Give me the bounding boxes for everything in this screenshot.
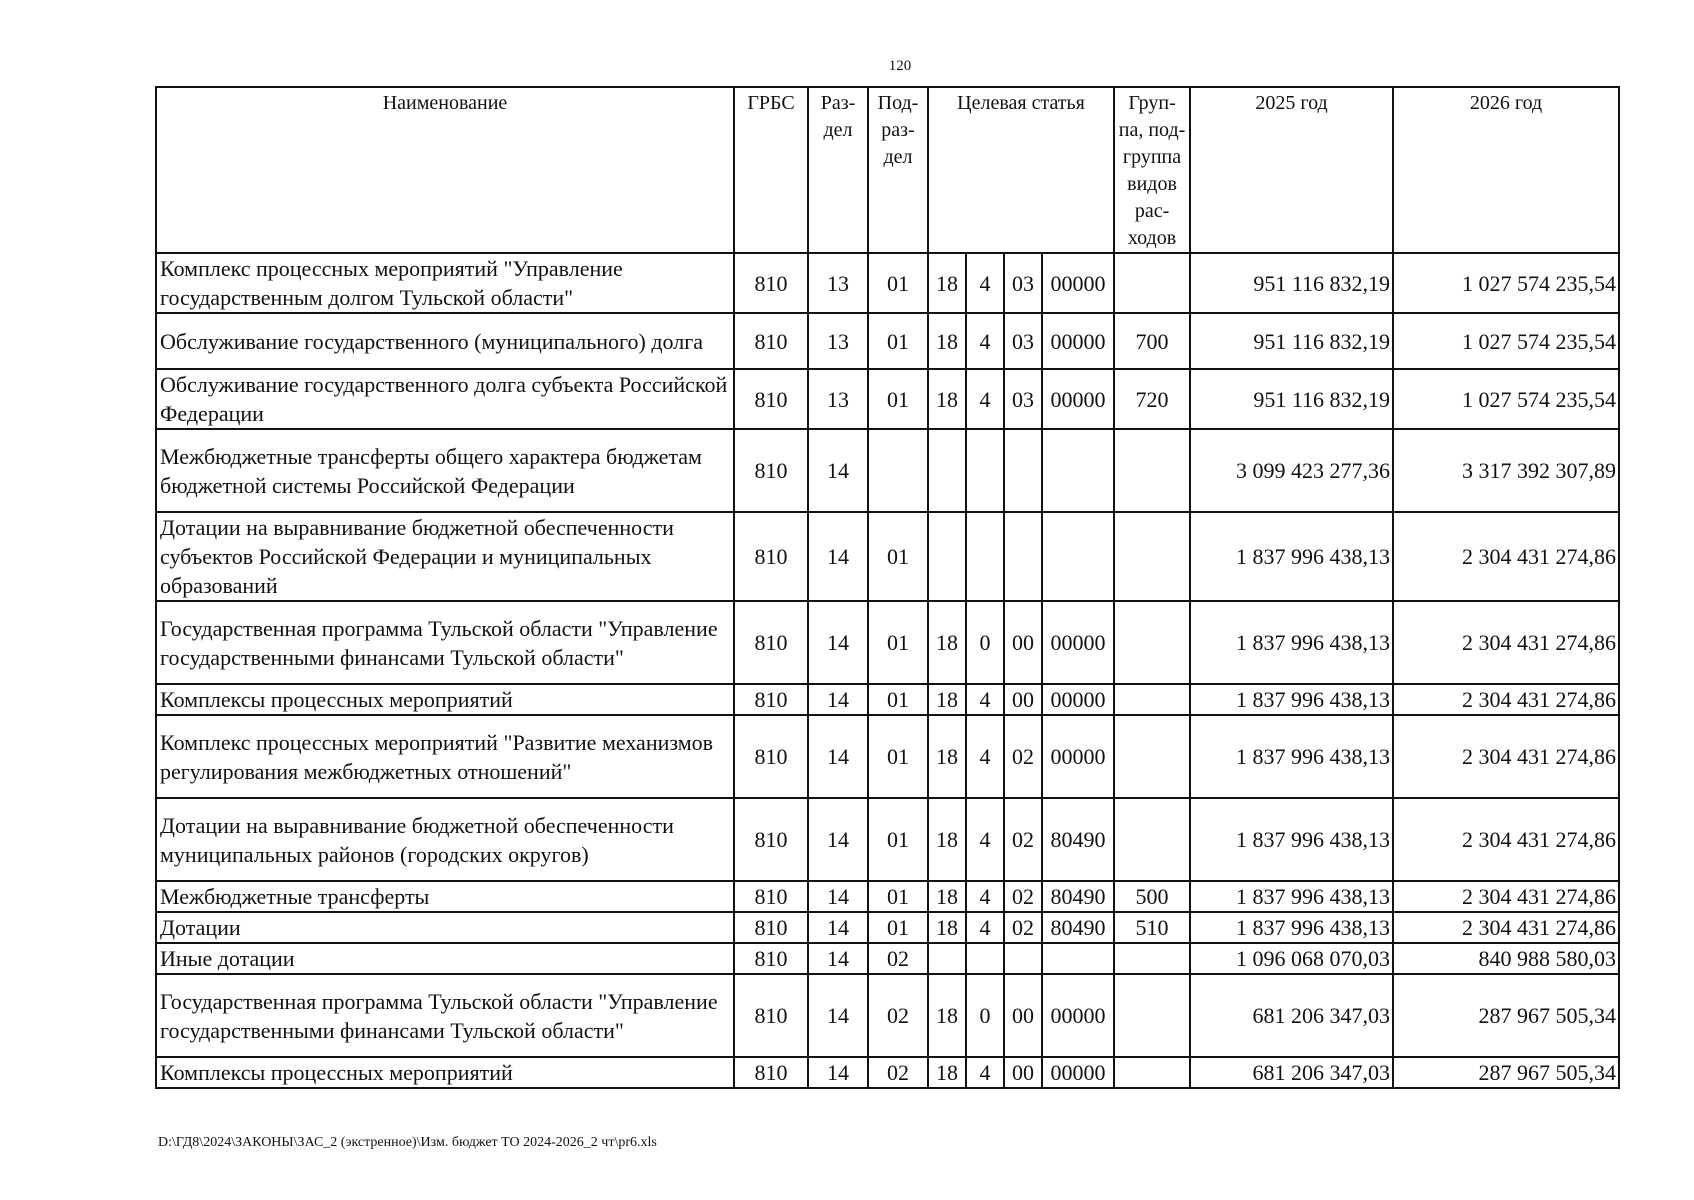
row-grbs-cell: 810 bbox=[734, 512, 808, 601]
row-target-program-cell: 18 bbox=[928, 881, 966, 912]
table-row bbox=[156, 313, 1619, 369]
row-podrazdel-cell: 01 bbox=[868, 684, 928, 715]
row-target-event-cell: 03 bbox=[1004, 253, 1042, 313]
row-expense-type-cell bbox=[1114, 974, 1190, 1057]
row-2026-amount-cell: 2 304 431 274,86 bbox=[1393, 512, 1619, 601]
table-row bbox=[156, 512, 1619, 601]
row-podrazdel-cell: 01 bbox=[868, 881, 928, 912]
row-name-cell: Дотации на выравнивание бюджетной обеспеченности субъектов Российской Федерации и муниципальных образований bbox=[156, 512, 734, 601]
table-row bbox=[156, 912, 1619, 943]
row-name-cell: Комплексы процессных мероприятий bbox=[156, 1057, 734, 1088]
table-row bbox=[156, 429, 1619, 512]
row-target-program-cell: 18 bbox=[928, 684, 966, 715]
row-razdel-cell: 14 bbox=[808, 798, 868, 881]
row-target-event-cell: 02 bbox=[1004, 798, 1042, 881]
row-2026-amount-cell: 840 988 580,03 bbox=[1393, 943, 1619, 974]
row-expense-type-cell bbox=[1114, 798, 1190, 881]
row-target-program-cell: 18 bbox=[928, 601, 966, 684]
row-target-event-cell: 02 bbox=[1004, 912, 1042, 943]
row-razdel-cell: 14 bbox=[808, 881, 868, 912]
row-expense-type-cell: 720 bbox=[1114, 369, 1190, 429]
row-2025-amount-cell: 951 116 832,19 bbox=[1190, 369, 1393, 429]
row-target-subprogram-cell: 4 bbox=[966, 1057, 1004, 1088]
row-2025-amount-cell: 1 096 068 070,03 bbox=[1190, 943, 1393, 974]
row-name-cell: Комплексы процессных мероприятий bbox=[156, 684, 734, 715]
row-target-program-cell: 18 bbox=[928, 974, 966, 1057]
row-grbs-cell: 810 bbox=[734, 253, 808, 313]
row-target-direction-cell bbox=[1042, 429, 1114, 512]
table-row bbox=[156, 684, 1619, 715]
row-target-subprogram-cell bbox=[966, 943, 1004, 974]
row-target-subprogram-cell: 4 bbox=[966, 684, 1004, 715]
page-number: 120 bbox=[888, 58, 912, 74]
row-grbs-cell: 810 bbox=[734, 429, 808, 512]
row-razdel-cell: 14 bbox=[808, 943, 868, 974]
row-podrazdel-cell bbox=[868, 429, 928, 512]
row-target-subprogram-cell: 4 bbox=[966, 912, 1004, 943]
row-target-direction-cell: 00000 bbox=[1042, 253, 1114, 313]
row-target-event-cell: 00 bbox=[1004, 601, 1042, 684]
row-expense-type-cell bbox=[1114, 429, 1190, 512]
row-name-cell: Межбюджетные трансферты общего характера бюджетам бюджетной системы Российской Федерации bbox=[156, 429, 734, 512]
row-expense-type-cell bbox=[1114, 715, 1190, 798]
row-target-event-cell: 03 bbox=[1004, 369, 1042, 429]
row-2026-amount-cell: 1 027 574 235,54 bbox=[1393, 369, 1619, 429]
row-razdel-cell: 14 bbox=[808, 715, 868, 798]
row-podrazdel-cell: 01 bbox=[868, 369, 928, 429]
row-target-program-cell: 18 bbox=[928, 912, 966, 943]
row-2025-amount-cell: 1 837 996 438,13 bbox=[1190, 715, 1393, 798]
table-row bbox=[156, 881, 1619, 912]
row-target-event-cell: 02 bbox=[1004, 715, 1042, 798]
row-target-program-cell: 18 bbox=[928, 1057, 966, 1088]
row-podrazdel-cell: 01 bbox=[868, 912, 928, 943]
row-target-subprogram-cell: 4 bbox=[966, 798, 1004, 881]
row-target-event-cell: 03 bbox=[1004, 313, 1042, 369]
header-2025: 2025 год bbox=[1190, 87, 1393, 253]
row-target-program-cell: 18 bbox=[928, 253, 966, 313]
row-expense-type-cell bbox=[1114, 253, 1190, 313]
file-path-footer: D:\ГД8\2024\ЗАКОНЫ\ЗАС_2 (экстренное)\Изм. бюджет ТО 2024-2026_2 чт\pr6.xls bbox=[158, 1135, 657, 1150]
row-name-cell: Комплекс процессных мероприятий "Управление государственным долгом Тульской области" bbox=[156, 253, 734, 313]
row-name-cell: Иные дотации bbox=[156, 943, 734, 974]
row-2025-amount-cell: 681 206 347,03 bbox=[1190, 974, 1393, 1057]
row-target-program-cell: 18 bbox=[928, 715, 966, 798]
row-2025-amount-cell: 3 099 423 277,36 bbox=[1190, 429, 1393, 512]
table-row bbox=[156, 943, 1619, 974]
row-target-subprogram-cell: 0 bbox=[966, 601, 1004, 684]
row-razdel-cell: 14 bbox=[808, 1057, 868, 1088]
row-grbs-cell: 810 bbox=[734, 715, 808, 798]
row-2025-amount-cell: 1 837 996 438,13 bbox=[1190, 912, 1393, 943]
header-razdel: Раз- дел bbox=[808, 87, 868, 253]
row-name-cell: Государственная программа Тульской области "Управление государственными финансами Тульской области" bbox=[156, 601, 734, 684]
row-2025-amount-cell: 1 837 996 438,13 bbox=[1190, 798, 1393, 881]
table-row bbox=[156, 974, 1619, 1057]
row-name-cell: Комплекс процессных мероприятий "Развитие механизмов регулирования межбюджетных отношений" bbox=[156, 715, 734, 798]
table-row bbox=[156, 715, 1619, 798]
row-2026-amount-cell: 2 304 431 274,86 bbox=[1393, 798, 1619, 881]
row-grbs-cell: 810 bbox=[734, 684, 808, 715]
header-grbs: ГРБС bbox=[734, 87, 808, 253]
row-2025-amount-cell: 1 837 996 438,13 bbox=[1190, 512, 1393, 601]
row-target-program-cell bbox=[928, 512, 966, 601]
row-razdel-cell: 14 bbox=[808, 684, 868, 715]
row-podrazdel-cell: 01 bbox=[868, 313, 928, 369]
row-target-subprogram-cell bbox=[966, 429, 1004, 512]
header-target: Целевая статья bbox=[928, 87, 1114, 253]
table-body bbox=[156, 253, 1619, 1088]
header-2026: 2026 год bbox=[1393, 87, 1619, 253]
row-name-cell: Межбюджетные трансферты bbox=[156, 881, 734, 912]
row-grbs-cell: 810 bbox=[734, 369, 808, 429]
row-target-event-cell bbox=[1004, 943, 1042, 974]
row-target-subprogram-cell: 4 bbox=[966, 253, 1004, 313]
row-target-program-cell: 18 bbox=[928, 798, 966, 881]
row-grbs-cell: 810 bbox=[734, 1057, 808, 1088]
row-target-direction-cell: 80490 bbox=[1042, 912, 1114, 943]
row-target-direction-cell: 00000 bbox=[1042, 313, 1114, 369]
row-razdel-cell: 14 bbox=[808, 601, 868, 684]
table-row bbox=[156, 601, 1619, 684]
row-target-event-cell: 00 bbox=[1004, 974, 1042, 1057]
row-target-direction-cell: 00000 bbox=[1042, 974, 1114, 1057]
row-target-subprogram-cell: 4 bbox=[966, 715, 1004, 798]
row-expense-type-cell bbox=[1114, 943, 1190, 974]
row-podrazdel-cell: 02 bbox=[868, 974, 928, 1057]
row-grbs-cell: 810 bbox=[734, 798, 808, 881]
row-2026-amount-cell: 2 304 431 274,86 bbox=[1393, 715, 1619, 798]
row-expense-type-cell: 500 bbox=[1114, 881, 1190, 912]
row-expense-type-cell bbox=[1114, 512, 1190, 601]
row-target-program-cell bbox=[928, 429, 966, 512]
row-target-event-cell bbox=[1004, 512, 1042, 601]
row-target-direction-cell: 00000 bbox=[1042, 715, 1114, 798]
row-razdel-cell: 14 bbox=[808, 429, 868, 512]
row-podrazdel-cell: 01 bbox=[868, 253, 928, 313]
header-group: Груп- па, под- группа видов рас- ходов bbox=[1114, 87, 1190, 253]
table-row bbox=[156, 1057, 1619, 1088]
row-podrazdel-cell: 01 bbox=[868, 512, 928, 601]
row-target-direction-cell: 80490 bbox=[1042, 798, 1114, 881]
row-target-event-cell: 00 bbox=[1004, 684, 1042, 715]
row-2026-amount-cell: 1 027 574 235,54 bbox=[1393, 253, 1619, 313]
row-podrazdel-cell: 02 bbox=[868, 943, 928, 974]
row-target-direction-cell: 00000 bbox=[1042, 1057, 1114, 1088]
row-target-subprogram-cell bbox=[966, 512, 1004, 601]
row-name-cell: Дотации bbox=[156, 912, 734, 943]
row-target-program-cell bbox=[928, 943, 966, 974]
row-grbs-cell: 810 bbox=[734, 313, 808, 369]
row-podrazdel-cell: 01 bbox=[868, 798, 928, 881]
row-2026-amount-cell: 287 967 505,34 bbox=[1393, 974, 1619, 1057]
row-razdel-cell: 13 bbox=[808, 253, 868, 313]
row-grbs-cell: 810 bbox=[734, 881, 808, 912]
row-podrazdel-cell: 01 bbox=[868, 715, 928, 798]
row-expense-type-cell: 700 bbox=[1114, 313, 1190, 369]
row-grbs-cell: 810 bbox=[734, 601, 808, 684]
row-target-direction-cell: 80490 bbox=[1042, 881, 1114, 912]
row-expense-type-cell bbox=[1114, 601, 1190, 684]
row-2026-amount-cell: 2 304 431 274,86 bbox=[1393, 684, 1619, 715]
row-target-subprogram-cell: 0 bbox=[966, 974, 1004, 1057]
row-name-cell: Обслуживание государственного (муниципального) долга bbox=[156, 313, 734, 369]
row-2025-amount-cell: 1 837 996 438,13 bbox=[1190, 684, 1393, 715]
row-target-direction-cell bbox=[1042, 512, 1114, 601]
row-2026-amount-cell: 1 027 574 235,54 bbox=[1393, 313, 1619, 369]
row-2025-amount-cell: 681 206 347,03 bbox=[1190, 1057, 1393, 1088]
row-target-event-cell: 00 bbox=[1004, 1057, 1042, 1088]
row-razdel-cell: 13 bbox=[808, 313, 868, 369]
row-2026-amount-cell: 2 304 431 274,86 bbox=[1393, 881, 1619, 912]
table-header bbox=[156, 87, 1619, 253]
table-row bbox=[156, 253, 1619, 313]
budget-table bbox=[155, 86, 1620, 1089]
row-target-direction-cell: 00000 bbox=[1042, 369, 1114, 429]
row-razdel-cell: 13 bbox=[808, 369, 868, 429]
row-target-direction-cell bbox=[1042, 943, 1114, 974]
row-razdel-cell: 14 bbox=[808, 912, 868, 943]
row-target-subprogram-cell: 4 bbox=[966, 313, 1004, 369]
row-2025-amount-cell: 951 116 832,19 bbox=[1190, 253, 1393, 313]
row-expense-type-cell bbox=[1114, 684, 1190, 715]
row-razdel-cell: 14 bbox=[808, 512, 868, 601]
row-target-program-cell: 18 bbox=[928, 313, 966, 369]
row-grbs-cell: 810 bbox=[734, 912, 808, 943]
row-expense-type-cell bbox=[1114, 1057, 1190, 1088]
row-expense-type-cell: 510 bbox=[1114, 912, 1190, 943]
row-2025-amount-cell: 951 116 832,19 bbox=[1190, 313, 1393, 369]
row-target-event-cell: 02 bbox=[1004, 881, 1042, 912]
row-2025-amount-cell: 1 837 996 438,13 bbox=[1190, 601, 1393, 684]
row-2026-amount-cell: 2 304 431 274,86 bbox=[1393, 912, 1619, 943]
row-grbs-cell: 810 bbox=[734, 974, 808, 1057]
row-name-cell: Государственная программа Тульской области "Управление государственными финансами Тульской области" bbox=[156, 974, 734, 1057]
row-target-subprogram-cell: 4 bbox=[966, 881, 1004, 912]
row-2025-amount-cell: 1 837 996 438,13 bbox=[1190, 881, 1393, 912]
header-podrazdel: Под- раз- дел bbox=[868, 87, 928, 253]
row-2026-amount-cell: 2 304 431 274,86 bbox=[1393, 601, 1619, 684]
table-row bbox=[156, 798, 1619, 881]
row-target-direction-cell: 00000 bbox=[1042, 601, 1114, 684]
row-target-program-cell: 18 bbox=[928, 369, 966, 429]
row-target-event-cell bbox=[1004, 429, 1042, 512]
row-name-cell: Дотации на выравнивание бюджетной обеспеченности муниципальных районов (городских округов) bbox=[156, 798, 734, 881]
header-name: Наименование bbox=[156, 87, 734, 253]
row-podrazdel-cell: 01 bbox=[868, 601, 928, 684]
row-target-direction-cell: 00000 bbox=[1042, 684, 1114, 715]
table-row bbox=[156, 369, 1619, 429]
row-2026-amount-cell: 287 967 505,34 bbox=[1393, 1057, 1619, 1088]
row-podrazdel-cell: 02 bbox=[868, 1057, 928, 1088]
row-razdel-cell: 14 bbox=[808, 974, 868, 1057]
row-2026-amount-cell: 3 317 392 307,89 bbox=[1393, 429, 1619, 512]
row-grbs-cell: 810 bbox=[734, 943, 808, 974]
row-name-cell: Обслуживание государственного долга субъекта Российской Федерации bbox=[156, 369, 734, 429]
row-target-subprogram-cell: 4 bbox=[966, 369, 1004, 429]
